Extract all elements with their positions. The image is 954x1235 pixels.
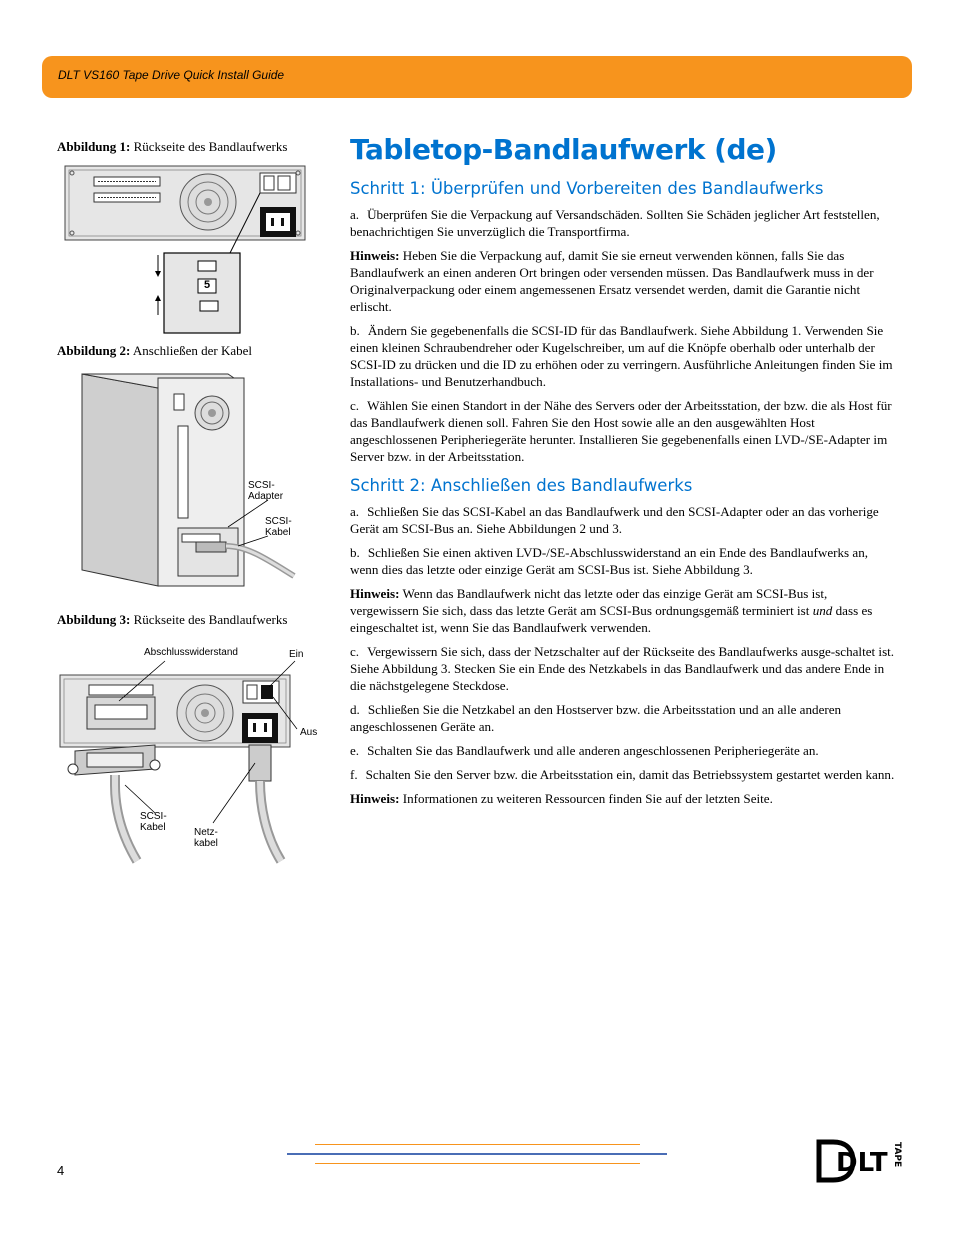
figure-3-drive-rear-connections <box>55 645 325 863</box>
item-text: Schließen Sie einen aktiven LVD-/SE-Abschlusswiderstand an ein Ende des Bandlaufwerks an, wenn dies das letzte oder einzige Gerät am SCSI-Bus ist. Siehe Abbildung 3. <box>350 545 869 577</box>
figure-1-caption-label: Abbildung 1: <box>57 139 131 154</box>
step-2-item-f <box>350 766 898 783</box>
note-text: Heben Sie die Verpackung auf, damit Sie sie erneut verwenden können, falls Sie das Bandlaufwerk an einen anderen Ort bringen oder versenden müssen. Das Bandlaufwerk muss in der Originalverpackung oder einem angemessenen Ersatz versendet werden, damit die Garantie nicht erlischt. <box>350 248 874 314</box>
label-netzkabel: Netz- kabel <box>194 827 218 849</box>
label-aus: Aus <box>300 727 318 738</box>
main-content <box>350 130 898 814</box>
figure-2-caption-label: Abbildung 2: <box>57 343 131 358</box>
logo-subtext: TAPE <box>892 1142 902 1168</box>
footer-rule-middle <box>287 1153 667 1155</box>
item-text: Schalten Sie den Server bzw. die Arbeitsstation ein, damit das Betriebssystem gestartet werden kann. <box>365 767 895 782</box>
figure-3-caption-label: Abbildung 3: <box>57 612 131 627</box>
figure-1-caption-text: Rückseite des Bandlaufwerks <box>133 139 288 154</box>
figure-3-caption <box>57 612 287 628</box>
footer-rule-top <box>315 1144 640 1145</box>
step-2-heading: Schritt 2: Anschließen des Bandlaufwerks <box>350 476 693 495</box>
page-number: 4 <box>57 1163 65 1178</box>
note-text: Wenn das Bandlaufwerk nicht das letzte oder das einzige Gerät am SCSI-Bus ist, vergewissern Sie sich, dass das letzte Gerät am SCSI-Bus ordnungsgemäß terminiert ist <box>350 586 828 618</box>
step-1-heading: Schritt 1: Überprüfen und Vorbereiten des Bandlaufwerks <box>350 179 824 198</box>
header-bar <box>42 56 912 98</box>
figure-2-caption-text: Anschließen der Kabel <box>132 343 253 358</box>
dlt-tape-logo <box>815 1138 902 1189</box>
label-abschlusswiderstand: Abschlusswiderstand <box>144 647 238 658</box>
logo-text: DLT <box>836 1148 888 1178</box>
footer-rule-bottom <box>315 1163 640 1164</box>
figure-1-caption <box>57 139 287 155</box>
item-label: d. <box>350 702 360 717</box>
step-1-item-b <box>350 322 898 390</box>
figure-2-caption <box>57 343 252 359</box>
note-emphasis: und <box>812 603 833 618</box>
item-label: b. <box>350 545 360 560</box>
figure-3-caption-text: Rückseite des Bandlaufwerks <box>133 612 288 627</box>
note-label: Hinweis: <box>350 791 400 806</box>
step-1-item-a <box>350 206 898 240</box>
item-label: c. <box>350 398 360 413</box>
step-1-note <box>350 247 898 315</box>
page-title: Tabletop-Bandlaufwerk (de) <box>350 133 777 166</box>
label-ein: Ein <box>289 649 304 660</box>
note-text: Informationen zu weiteren Ressourcen finden Sie auf der letzten Seite. <box>402 791 773 806</box>
item-text: Wählen Sie einen Standort in der Nähe des Servers oder der Arbeitsstation, der bzw. die als Host für das Bandlaufwerk dienen soll. Fahren Sie den Host sowie alle an den ausgewählten Host angeschlossenen Peripheriegeräte herunter. Installieren Sie gegebenenfalls einen LVD-/SE-Adapter im Server bzw. in der Arbeitsstation. <box>350 398 892 464</box>
label-scsi-adapter: SCSI- Adapter <box>248 480 284 502</box>
note-text: dass es eingeschaltet ist, wenn Sie das Bandlaufwerk verwenden. <box>350 603 873 635</box>
item-label: e. <box>350 743 360 758</box>
item-text: Überprüfen Sie die Verpackung auf Versandschäden. Sollten Sie Schäden jeglicher Art feststellen, benachrichtigen Sie unverzüglich die Transportfirma. <box>350 207 880 239</box>
figure-2-cable-connection <box>78 370 302 588</box>
item-text: Schließen Sie die Netzkabel an den Hostserver bzw. die Arbeitsstation und an alle anderen angeschlossenen Geräte an. <box>350 702 842 734</box>
document-title: DLT VS160 Tape Drive Quick Install Guide <box>58 68 285 82</box>
note-label: Hinweis: <box>350 248 400 263</box>
note-label: Hinweis: <box>350 586 400 601</box>
item-text: Vergewissern Sie sich, dass der Netzschalter auf der Rückseite des Bandlaufwerks ausge-schaltet ist. Siehe Abbildung 3. Stecken Sie ein Ende des Netzkabels in das Bandlaufwerk und das andere Ende in die nächstgelegene Steckdose. <box>350 644 895 693</box>
scsi-id-digit: 5 <box>204 279 211 291</box>
label-scsi-kabel: SCSI- Kabel <box>140 811 167 833</box>
step-2-note <box>350 585 898 636</box>
step-2-item-d <box>350 701 898 735</box>
item-label: a. <box>350 504 360 519</box>
step-2-item-c <box>350 643 898 694</box>
item-label: b. <box>350 323 360 338</box>
step-2-item-e <box>350 742 898 759</box>
item-label: c. <box>350 644 360 659</box>
item-text: Ändern Sie gegebenenfalls die SCSI-ID für das Bandlaufwerk. Siehe Abbildung 1. Verwenden Sie einen kleinen Schraubendreher oder Kugelschreiber, um auf die Knöpfe oberhalb oder unterhalb der SCSI-ID zu drücken und die ID zu erhöhen oder zu verringern. Ausführliche Anleitungen finden Sie im Installations- und Benutzerhandbuch. <box>350 323 893 389</box>
step-2-final-note <box>350 790 898 807</box>
step-2-item-a <box>350 503 898 537</box>
step-2-item-b <box>350 544 898 578</box>
item-text: Schließen Sie das SCSI-Kabel an das Bandlaufwerk und den SCSI-Adapter oder an das vorherige Gerät am SCSI-Bus an. Siehe Abbildungen 2 und 3. <box>350 504 879 536</box>
step-1-item-c <box>350 397 898 465</box>
item-label: a. <box>350 207 360 222</box>
label-scsi-kabel: SCSI- Kabel <box>265 516 292 538</box>
figure-1-drive-rear <box>64 165 314 335</box>
item-label: f. <box>350 767 358 782</box>
item-text: Schalten Sie das Bandlaufwerk und alle anderen angeschlossenen Peripheriegeräte an. <box>367 743 819 758</box>
